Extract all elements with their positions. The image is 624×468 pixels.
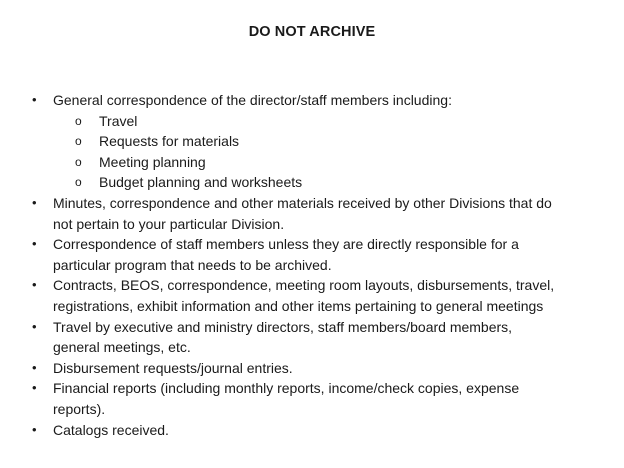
list-item-line: Correspondence of staff members unless they are directly responsible for a — [53, 236, 519, 253]
sub-list — [53, 111, 600, 193]
list-item-line: reports). — [53, 400, 106, 417]
bullet-icon: • — [32, 92, 37, 107]
list-item-line: Catalogs received. — [53, 421, 169, 438]
list-item-contracts — [0, 275, 600, 316]
page-title: DO NOT ARCHIVE — [248, 24, 376, 40]
sub-list-item-text: Travel — [99, 112, 138, 129]
list-item-general-correspondence — [0, 90, 600, 193]
list-item-disbursement — [0, 358, 600, 379]
hollow-bullet-icon: o — [75, 154, 82, 169]
bullet-icon: • — [32, 194, 37, 210]
hollow-bullet-icon: o — [75, 134, 82, 149]
list-item-line: not pertain to your particular Division. — [53, 215, 285, 232]
archive-exclusion-list — [0, 90, 600, 440]
sub-list-item-text: Budget planning and worksheets — [99, 174, 303, 191]
list-item-financial-reports — [0, 378, 600, 419]
list-item-line: registrations, exhibit information and other items pertaining to general meetings — [53, 297, 544, 314]
list-item-line: Contracts, BEOS, correspondence, meeting room layouts, disbursements, travel, — [53, 277, 555, 294]
list-item-travel — [0, 317, 600, 358]
hollow-bullet-icon: o — [75, 113, 82, 128]
sub-list-item — [53, 131, 600, 152]
sub-list-item — [53, 111, 600, 132]
bullet-icon: • — [32, 236, 37, 252]
list-item-line: general meetings, etc. — [53, 339, 191, 356]
hollow-bullet-icon: o — [75, 175, 82, 190]
list-item-line: Disbursement requests/journal entries. — [53, 359, 293, 376]
list-item-minutes — [0, 193, 600, 234]
list-item-line: particular program that needs to be archived. — [53, 256, 332, 273]
list-item-line: Minutes, correspondence and other materials received by other Divisions that do — [53, 194, 552, 211]
list-item-text: General correspondence of the director/staff members including: — [53, 92, 452, 108]
list-item-line: Financial reports (including monthly reports, income/check copies, expense — [53, 380, 520, 397]
bullet-icon: • — [32, 277, 37, 293]
list-item-line: Travel by executive and ministry directors, staff members/board members, — [53, 318, 513, 335]
list-item-staff-correspondence — [0, 234, 600, 275]
list-item-catalogs — [0, 420, 600, 441]
bullet-icon: • — [32, 380, 37, 396]
bullet-icon: • — [32, 359, 37, 375]
bullet-icon: • — [32, 421, 37, 437]
sub-list-item-text: Requests for materials — [99, 133, 240, 150]
sub-list-item — [53, 172, 600, 193]
bullet-icon: • — [32, 318, 37, 334]
sub-list-item — [53, 152, 600, 173]
sub-list-item-text: Meeting planning — [99, 153, 206, 170]
